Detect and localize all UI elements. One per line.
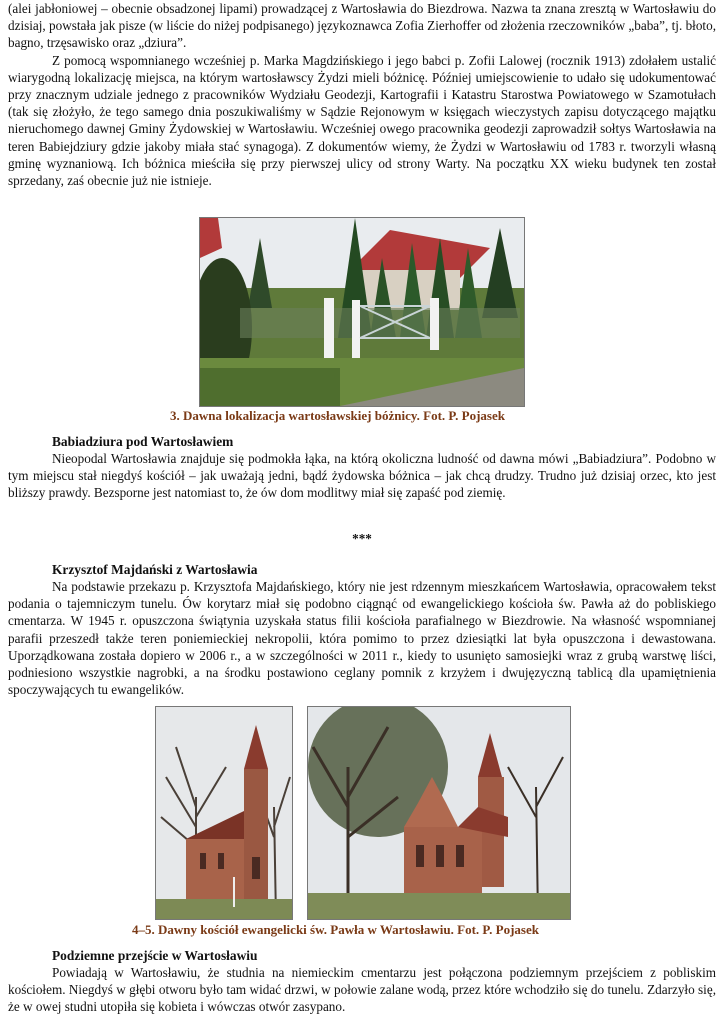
text-block-babiadziura	[8, 450, 716, 502]
photo-church-tower	[155, 706, 293, 920]
church-front-image	[308, 707, 570, 919]
heading-babiadziura: Babiadziura pod Wartosławiem	[52, 434, 234, 449]
paragraph-well-tunnel: Powiadają w Wartosławiu, że studnia na niemieckim cmentarzu jest połączona podziemnym przejściem z pobliskim kościołem. Niegdyś w głębi otworu było tam widać drzwi, w połowie zalane wodą, przez które wchodziło się do tunelu. Zdarzyło się, że w owej studni utopiła się kobieta i wówczas otwór zasypano.	[8, 965, 716, 1015]
church-tower-image	[156, 707, 292, 919]
paragraph-babiadziura: Nieopodal Wartosławia znajduje się podmokła łąka, na którą okoliczna ludność od dawna mówi „Babiadziura”. Podobno w tym miejscu stał niegdyś kościół – jak uważają jedni, bądź żydowska bóżnica – jak chcą drudzy. Trudno już dzisiaj orzec, kto jest bliższy prawdy. Bezsporne jest natomiast to, że ów dom modlitwy miał się zapaść pod ziemię.	[8, 451, 716, 501]
photo-church-front	[307, 706, 571, 920]
text-block-majdanski	[8, 578, 716, 698]
heading-podziemne: Podziemne przejście w Wartosławiu	[52, 948, 258, 963]
caption-photo-3: 3. Dawna lokalizacja wartosławskiej bóżnicy. Fot. P. Pojasek	[170, 408, 505, 423]
paragraph-zierhoffer: (alei jabłoniowej – obecnie obsadzonej lipami) prowadzącej z Wartosławia do Biezdrowa. Nazwa ta znana zresztą w Wartosławiu do dzisiaj, powstała jak pisze (w liście do niżej podpisanego) językoznawca Zofia Zierhoffer od złożenia rzeczowników „baba”, tj. błoto, bagno, trzęsawisko oraz „dziura”.	[8, 1, 716, 51]
synagogue-site-image	[200, 218, 524, 406]
text-block-podziemne	[8, 964, 716, 1016]
heading-majdanski: Krzysztof Majdański z Wartosławia	[52, 562, 258, 577]
caption-photo-4-5: 4–5. Dawny kościół ewangelicki św. Pawła w Wartosławiu. Fot. P. Pojasek	[132, 922, 539, 937]
photo-synagogue-site	[199, 217, 525, 407]
text-block-top	[8, 0, 716, 189]
paragraph-tunnel-church: Na podstawie przekazu p. Krzysztofa Majdańskiego, który nie jest rdzennym mieszkańcem Wartosławia, opracowałem tekst podania o tajemniczym tunelu. Ów korytarz miał się podobno ciągnąć od ewangelickiego kościoła św. Pawła aż do pobliskiego cmentarza. W 1945 r. opuszczona świątynia uzyskała status filii kościoła parafialnego w Biezdrowie. Na własność wspomnianej parafii przeszedł także teren poniemieckiej nekropolii, która pomimo to przez dziesiątki lat była opuszczona i dewastowana. Uporządkowana została dopiero w 2006 r., a w szczególności w 2011 r., kiedy to usunięto samosiejki wraz z grubą warstwę liści, podniesiono wszystkie nagrobki, a na środku postawiono ceglany pomnik z krzyżem i dwujęzyczną tablicą dla upamiętnienia spoczywających tu ewangelików.	[8, 579, 716, 698]
paragraph-boznica: Z pomocą wspomnianego wcześniej p. Marka Magdzińskiego i jego babci p. Zofii Lalowej (rocznik 1913) zdołałem ustalić wiarygodną lokalizację miejsca, na którym wartosławscy Żydzi mieli bóżnicę. Później umiejscowienie to udało się udokumentować przy znacznym udziale jednego z pracowników Wydziału Geodezji, Kartografii i Katastru Starostwa Powiatowego w Szamotułach (tak się złożyło, że tego samego dnia poszukiwaliśmy w Sądzie Rejonowym w księgach wieczystych zapisu dotyczącego majątku nieruchomego dawnej Gminy Żydowskiej w Wartosławiu. Wcześniej owego pracownika geodezji zaprowadził sołtys Wartosławia na teren Babiejdziury gdzie jakoby miała stać synagoga). Z dokumentów wiemy, że Żydzi w Wartosławiu od 1783 r. tworzyli własną gminę wyznaniową. Ich bóżnica mieściła się przy pierwszej ulicy od strony Warty. Na początku XX wieku budynek ten został sprzedany, zaś obecnie już nie istnieje.	[8, 52, 716, 189]
section-separator: ***	[352, 531, 372, 546]
